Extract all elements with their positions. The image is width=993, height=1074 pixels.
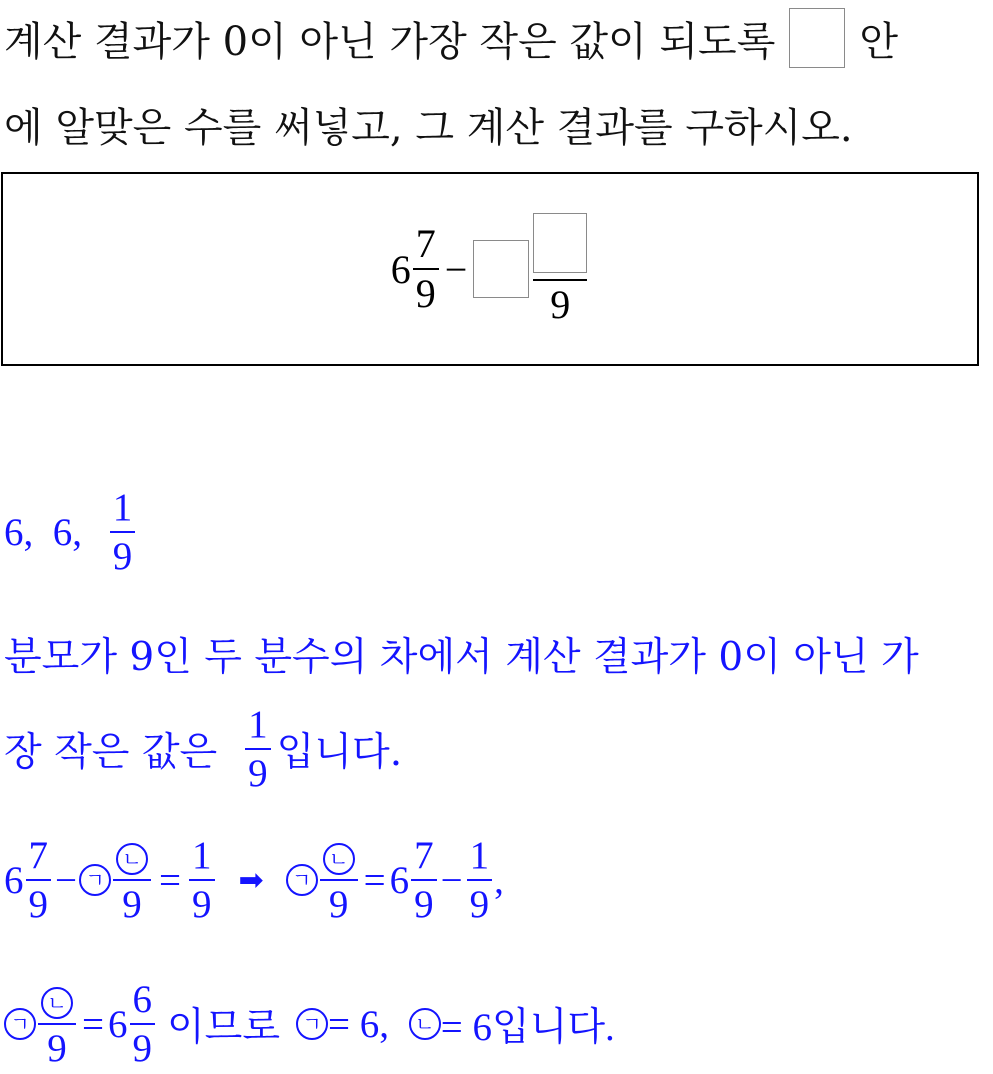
blank-numerator-box	[533, 213, 587, 273]
eq2-snum: 1	[469, 834, 490, 878]
blank-denominator: 9	[550, 282, 571, 327]
eq2-whole: 6	[389, 858, 410, 902]
question-line-2	[4, 96, 853, 153]
fraction-bar	[113, 879, 151, 881]
eq1-result-fraction	[189, 834, 215, 927]
fraction-bar	[467, 879, 493, 881]
eq1-unknown-fraction	[113, 836, 151, 927]
answer-values	[4, 488, 137, 576]
fraction-bar	[38, 1023, 76, 1025]
fraction-bar	[533, 279, 587, 281]
fraction-bar	[320, 879, 358, 881]
eq3-value-1: = 6,	[328, 1002, 399, 1046]
expr-minus: −	[444, 246, 468, 292]
question-text-1: 계산 결과가 0이 아닌 가장 작은 값이 되도록	[4, 18, 776, 65]
nieun-circle-symbol: ㄴ	[116, 843, 148, 875]
eq3-unknown-num	[38, 980, 76, 1019]
fraction-bar	[110, 531, 136, 533]
question-text-1-tail: 안	[859, 18, 898, 65]
giyeok-circle-symbol: ㄱ	[79, 864, 111, 896]
eq3-whole: 6	[108, 1002, 128, 1046]
explanation-text-2a: 장 작은 값은	[4, 730, 218, 775]
expression	[391, 213, 590, 325]
fraction-bar	[413, 268, 439, 270]
equation-line-1	[4, 834, 504, 927]
eq1-rnum: 1	[192, 834, 212, 878]
eq3-text: 이므로	[167, 1006, 281, 1050]
answer-blank-box	[789, 8, 845, 68]
nieun-circle-symbol: ㄴ	[41, 987, 73, 1019]
question-line-1	[4, 8, 898, 68]
question-text-2: 에 알맞은 수를 써넣고, 그 계산 결과를 구하시오.	[4, 105, 853, 151]
eq2-unknown-num	[320, 836, 358, 875]
nieun-circle-symbol: ㄴ	[409, 1008, 441, 1040]
expl-denominator: 9	[248, 752, 268, 795]
eq2-num: 7	[414, 834, 434, 878]
answer-numerator: 1	[112, 486, 133, 529]
right-arrow-icon: ➡	[238, 862, 264, 898]
eq3-unknown-den: 9	[47, 1027, 67, 1071]
eq3-value-2: = 6입니다.	[440, 1006, 615, 1050]
expr-fraction	[413, 221, 439, 316]
eq1-unknown-den: 9	[122, 883, 142, 927]
giyeok-circle-symbol: ㄱ	[296, 1008, 328, 1040]
eq1-unknown-num	[113, 836, 151, 875]
eq2-den: 9	[414, 883, 434, 927]
nieun-circle-symbol: ㄴ	[323, 843, 355, 875]
eq1-fraction	[26, 834, 52, 927]
eq1-num: 7	[28, 834, 48, 878]
eq1-whole: 6	[4, 858, 24, 902]
fraction-bar	[130, 1023, 156, 1025]
eq2-unknown-fraction	[320, 836, 358, 927]
eq1-equals: =	[159, 858, 181, 902]
eq2-equals: =	[363, 858, 386, 902]
eq3-fraction	[130, 978, 156, 1071]
expr-whole: 6	[390, 246, 411, 292]
eq1-den: 9	[28, 883, 48, 927]
blank-fraction	[533, 213, 587, 325]
giyeok-circle-symbol: ㄱ	[4, 1008, 36, 1040]
eq2-fraction	[411, 834, 437, 927]
fraction-bar	[411, 879, 437, 881]
fraction-bar	[26, 879, 52, 881]
eq3-num: 6	[132, 978, 152, 1022]
expr-numerator: 7	[415, 221, 436, 266]
eq1-rden: 9	[192, 883, 212, 927]
expl-numerator: 1	[248, 703, 268, 746]
blank-whole-box	[473, 240, 529, 298]
eq2-unknown-den: 9	[328, 883, 349, 927]
eq2-comma: ,	[494, 858, 504, 902]
eq2-sub-fraction	[467, 834, 493, 927]
expression-box	[1, 172, 979, 366]
eq3-den: 9	[132, 1027, 152, 1071]
fraction-bar	[245, 748, 271, 750]
eq2-sden: 9	[469, 883, 490, 927]
eq2-minus: −	[440, 858, 463, 902]
explanation-line-1	[4, 626, 919, 682]
explanation-text-2b: 입니다.	[276, 730, 403, 775]
eq3-equals: =	[82, 1002, 104, 1046]
equation-line-3	[4, 978, 615, 1071]
eq1-minus: −	[55, 858, 77, 902]
explanation-line-2	[4, 705, 402, 793]
explanation-fraction	[245, 705, 271, 793]
expr-denominator: 9	[415, 271, 436, 316]
eq3-unknown-fraction	[38, 980, 76, 1071]
fraction-bar	[189, 879, 215, 881]
explanation-text-1: 분모가 9인 두 분수의 차에서 계산 결과가 0이 아닌 가	[4, 635, 919, 680]
answer-values-text: 6, 6,	[4, 510, 92, 554]
answer-denominator: 9	[112, 535, 133, 578]
giyeok-circle-symbol: ㄱ	[286, 864, 318, 896]
answer-fraction	[110, 488, 136, 576]
